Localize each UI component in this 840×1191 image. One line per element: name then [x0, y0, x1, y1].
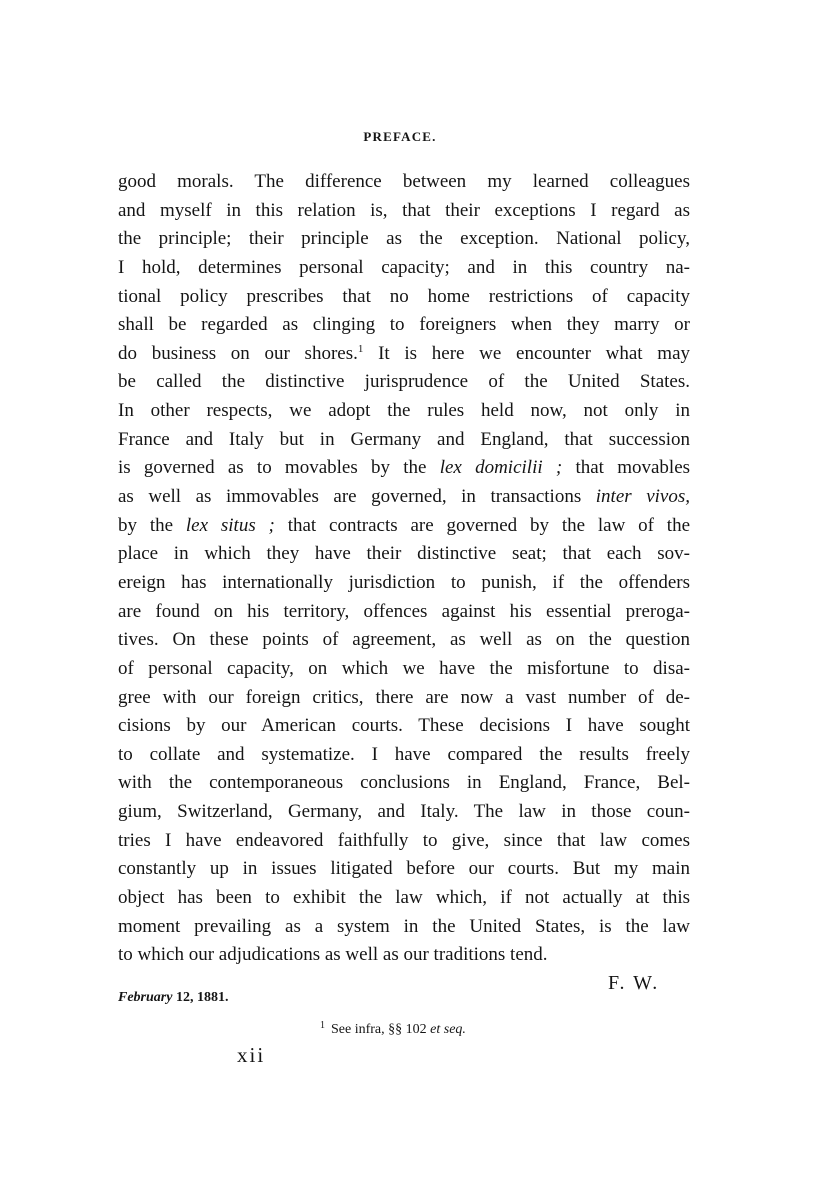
italic-term: lex domicilii ;	[439, 457, 563, 479]
text-line: with the contemporaneous conclusions in England, France, Bel-	[118, 772, 690, 794]
text-line: of personal capacity, on which we have the misfortune to disa-	[118, 657, 690, 679]
footnote-text: See infra, §§ 102	[331, 1022, 427, 1037]
date-rest: 12, 1881.	[175, 990, 229, 1005]
footnote-mark: 1	[320, 1020, 325, 1031]
page-number: xii	[237, 1043, 266, 1067]
text-line: place in which they have their distinctive seat; that each sov-	[118, 543, 690, 565]
text-segment: is governed as to movables by the	[118, 457, 427, 479]
text-line: are found on his territory, offences against his essential preroga-	[118, 600, 690, 622]
text-line: tries I have endeavored faithfully to give, since that law comes	[118, 829, 690, 851]
text-segment: that contracts are governed by the law of the	[287, 514, 691, 536]
text-line: ereign has internationally jurisdiction to punish, if the offenders	[118, 571, 690, 593]
text-line: moment prevailing as a system in the United States, is the law	[118, 915, 690, 937]
text-line: tives. On these points of agreement, as well as on the question	[118, 629, 690, 651]
text-line: to which our adjudications as well as our traditions tend.	[118, 944, 548, 966]
text-line: good morals. The difference between my learned colleagues	[118, 171, 690, 192]
text-line: shall be regarded as clinging to foreigners when they marry or	[118, 314, 690, 336]
text-segment: It is here we encounter what may	[378, 342, 690, 364]
text-line: the principle; their principle as the exception. National policy,	[118, 228, 690, 250]
footnote-italic: et seq.	[430, 1022, 466, 1037]
date-month: February	[118, 990, 173, 1005]
text-line: I hold, determines personal capacity; and in this country na-	[118, 256, 690, 278]
text-line-with-italic	[118, 483, 690, 512]
text-line: be called the distinctive jurisprudence of the United States.	[118, 371, 690, 393]
preface-body	[118, 168, 690, 970]
footnote	[320, 1022, 466, 1038]
text-line: tional policy prescribes that no home restrictions of capacity	[118, 285, 690, 307]
text-segment: do business on our shores.	[118, 342, 358, 364]
text-line: In other respects, we adopt the rules held now, not only in	[118, 400, 690, 422]
text-line: object has been to exhibit the law which, if not actually at this	[118, 887, 690, 909]
text-line-with-italic	[118, 454, 690, 483]
running-head: PREFACE.	[363, 129, 437, 144]
italic-term: lex situs ;	[185, 514, 275, 536]
text-line: cisions by our American courts. These decisions I have sought	[118, 715, 690, 737]
text-segment: as well as immovables are governed, in transactions	[118, 486, 582, 508]
footnote-reference: 1	[357, 342, 364, 355]
text-line: France and Italy but in Germany and England, that succession	[118, 428, 690, 450]
text-line-with-footnote-ref	[118, 340, 690, 369]
text-line: constantly up in issues litigated before our courts. But my main	[118, 858, 690, 880]
text-line: gree with our foreign critics, there are now a vast number of de-	[118, 686, 690, 708]
text-segment: that movables	[575, 457, 691, 479]
text-line: to collate and systematize. I have compared the results freely	[118, 743, 690, 765]
text-segment: by the	[118, 514, 174, 536]
text-line: and myself in this relation is, that their exceptions I regard as	[118, 199, 690, 221]
author-signature: F. W.	[608, 972, 660, 994]
text-line: gium, Switzerland, Germany, and Italy. The law in those coun-	[118, 801, 690, 823]
preface-date	[118, 990, 228, 1006]
text-line-with-italic	[118, 512, 690, 541]
italic-term: inter vivos,	[595, 486, 690, 508]
